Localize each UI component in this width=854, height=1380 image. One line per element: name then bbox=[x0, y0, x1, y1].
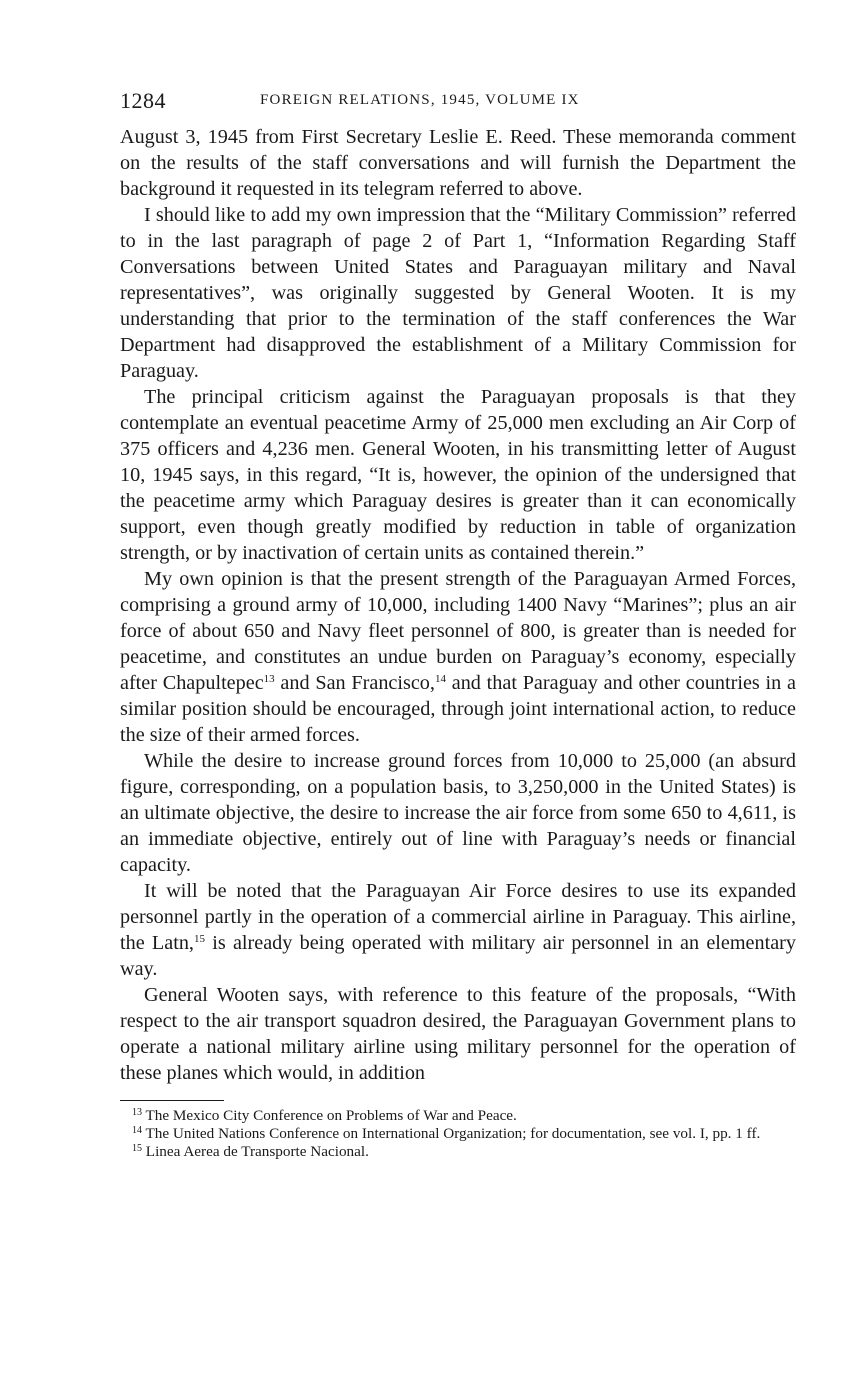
footnote-divider bbox=[120, 1100, 224, 1101]
footnote-text-15: Linea Aerea de Transporte Nacional. bbox=[142, 1143, 369, 1160]
paragraph-4-part-a: My own opinion is that the present strength of the Paraguayan Armed Forces, comprising a ground army of 10,000, including 1400 Navy “Marines”; plus an air force of about 650 and Navy fleet personnel of 800, is greater than is needed for peacetime, and constitutes an undue burden on Paraguay’s economy, especially after Chapultepec bbox=[120, 568, 796, 694]
paragraph-6-part-a: It will be noted that the Paraguayan Air Force desires to use its expanded personnel partly in the operation of a commercial airline in Paraguay. This airline, the Latn, bbox=[120, 880, 796, 954]
paragraph-6-part-b: is already being operated with military air personnel in an elementary way. bbox=[120, 932, 796, 980]
footnote-ref-14: 14 bbox=[434, 673, 446, 685]
footnote-ref-15: 15 bbox=[193, 933, 205, 945]
paragraph-2: I should like to add my own impression that the “Military Commission” referred to in the last paragraph of page 2 of Part 1, “Information Regarding Staff Conversations between United States and Paraguayan military and Naval representatives”, was originally suggested by General Wooten. It is my understanding that prior to the termination of the staff conferences the War Department had disapproved the establishment of a Military Commission for Paraguay. bbox=[120, 204, 796, 382]
footnote-15 bbox=[120, 1143, 796, 1161]
paragraph-3: The principal criticism against the Paraguayan proposals is that they contemplate an eventual peacetime Army of 25,000 men excluding an Air Corp of 375 officers and 4,236 men. General Wooten, in his transmitting letter of August 10, 1945 says, in this regard, “It is, however, the opinion of the undersigned that the peacetime army which Paraguay desires is greater than it can economically support, even though greatly modified by reduction in table of organization strength, or by inactivation of certain units as contained therein.” bbox=[120, 386, 796, 564]
footnote-14 bbox=[120, 1125, 796, 1143]
paragraph-7: General Wooten says, with reference to this feature of the proposals, “With respect to the air transport squadron desired, the Paraguayan Government plans to operate a national military airline using military personnel for the operation of these planes which would, in addition bbox=[120, 984, 796, 1084]
paragraph-1: August 3, 1945 from First Secretary Leslie E. Reed. These memoranda comment on the results of the staff conversations and will furnish the Department the background it requested in its telegram referred to above. bbox=[120, 126, 796, 200]
footnote-text-13: The Mexico City Conference on Problems of War and Peace. bbox=[142, 1107, 517, 1124]
footnote-mark-15: 15 bbox=[132, 1143, 142, 1154]
paragraph-4 bbox=[120, 566, 796, 748]
body-text bbox=[120, 124, 796, 1086]
footnote-13 bbox=[120, 1107, 796, 1125]
footnote-mark-14: 14 bbox=[132, 1125, 142, 1136]
document-page bbox=[120, 88, 796, 1161]
paragraph-4-part-c: and that Paraguay and other countries in a similar position should be encouraged, through joint international action, to reduce the size of their armed forces. bbox=[120, 672, 796, 746]
footnote-mark-13: 13 bbox=[132, 1107, 142, 1118]
footnote-ref-13: 13 bbox=[263, 673, 275, 685]
running-title: FOREIGN RELATIONS, 1945, VOLUME IX bbox=[260, 92, 580, 108]
paragraph-5: While the desire to increase ground forces from 10,000 to 25,000 (an absurd figure, corresponding, on a population basis, to 3,250,000 in the United States) is an ultimate objective, the desire to increase the air force from some 650 to 4,611, is an immediate objective, entirely out of line with Paraguay’s needs or financial capacity. bbox=[120, 750, 796, 876]
page-number: 1284 bbox=[120, 88, 166, 113]
footnotes bbox=[120, 1107, 796, 1161]
running-head bbox=[120, 88, 796, 118]
paragraph-6 bbox=[120, 878, 796, 982]
paragraph-4-part-b: and San Francisco, bbox=[274, 672, 435, 694]
footnote-text-14: The United Nations Conference on International Organization; for documentation, see vol. I, pp. 1 ff. bbox=[142, 1125, 761, 1142]
